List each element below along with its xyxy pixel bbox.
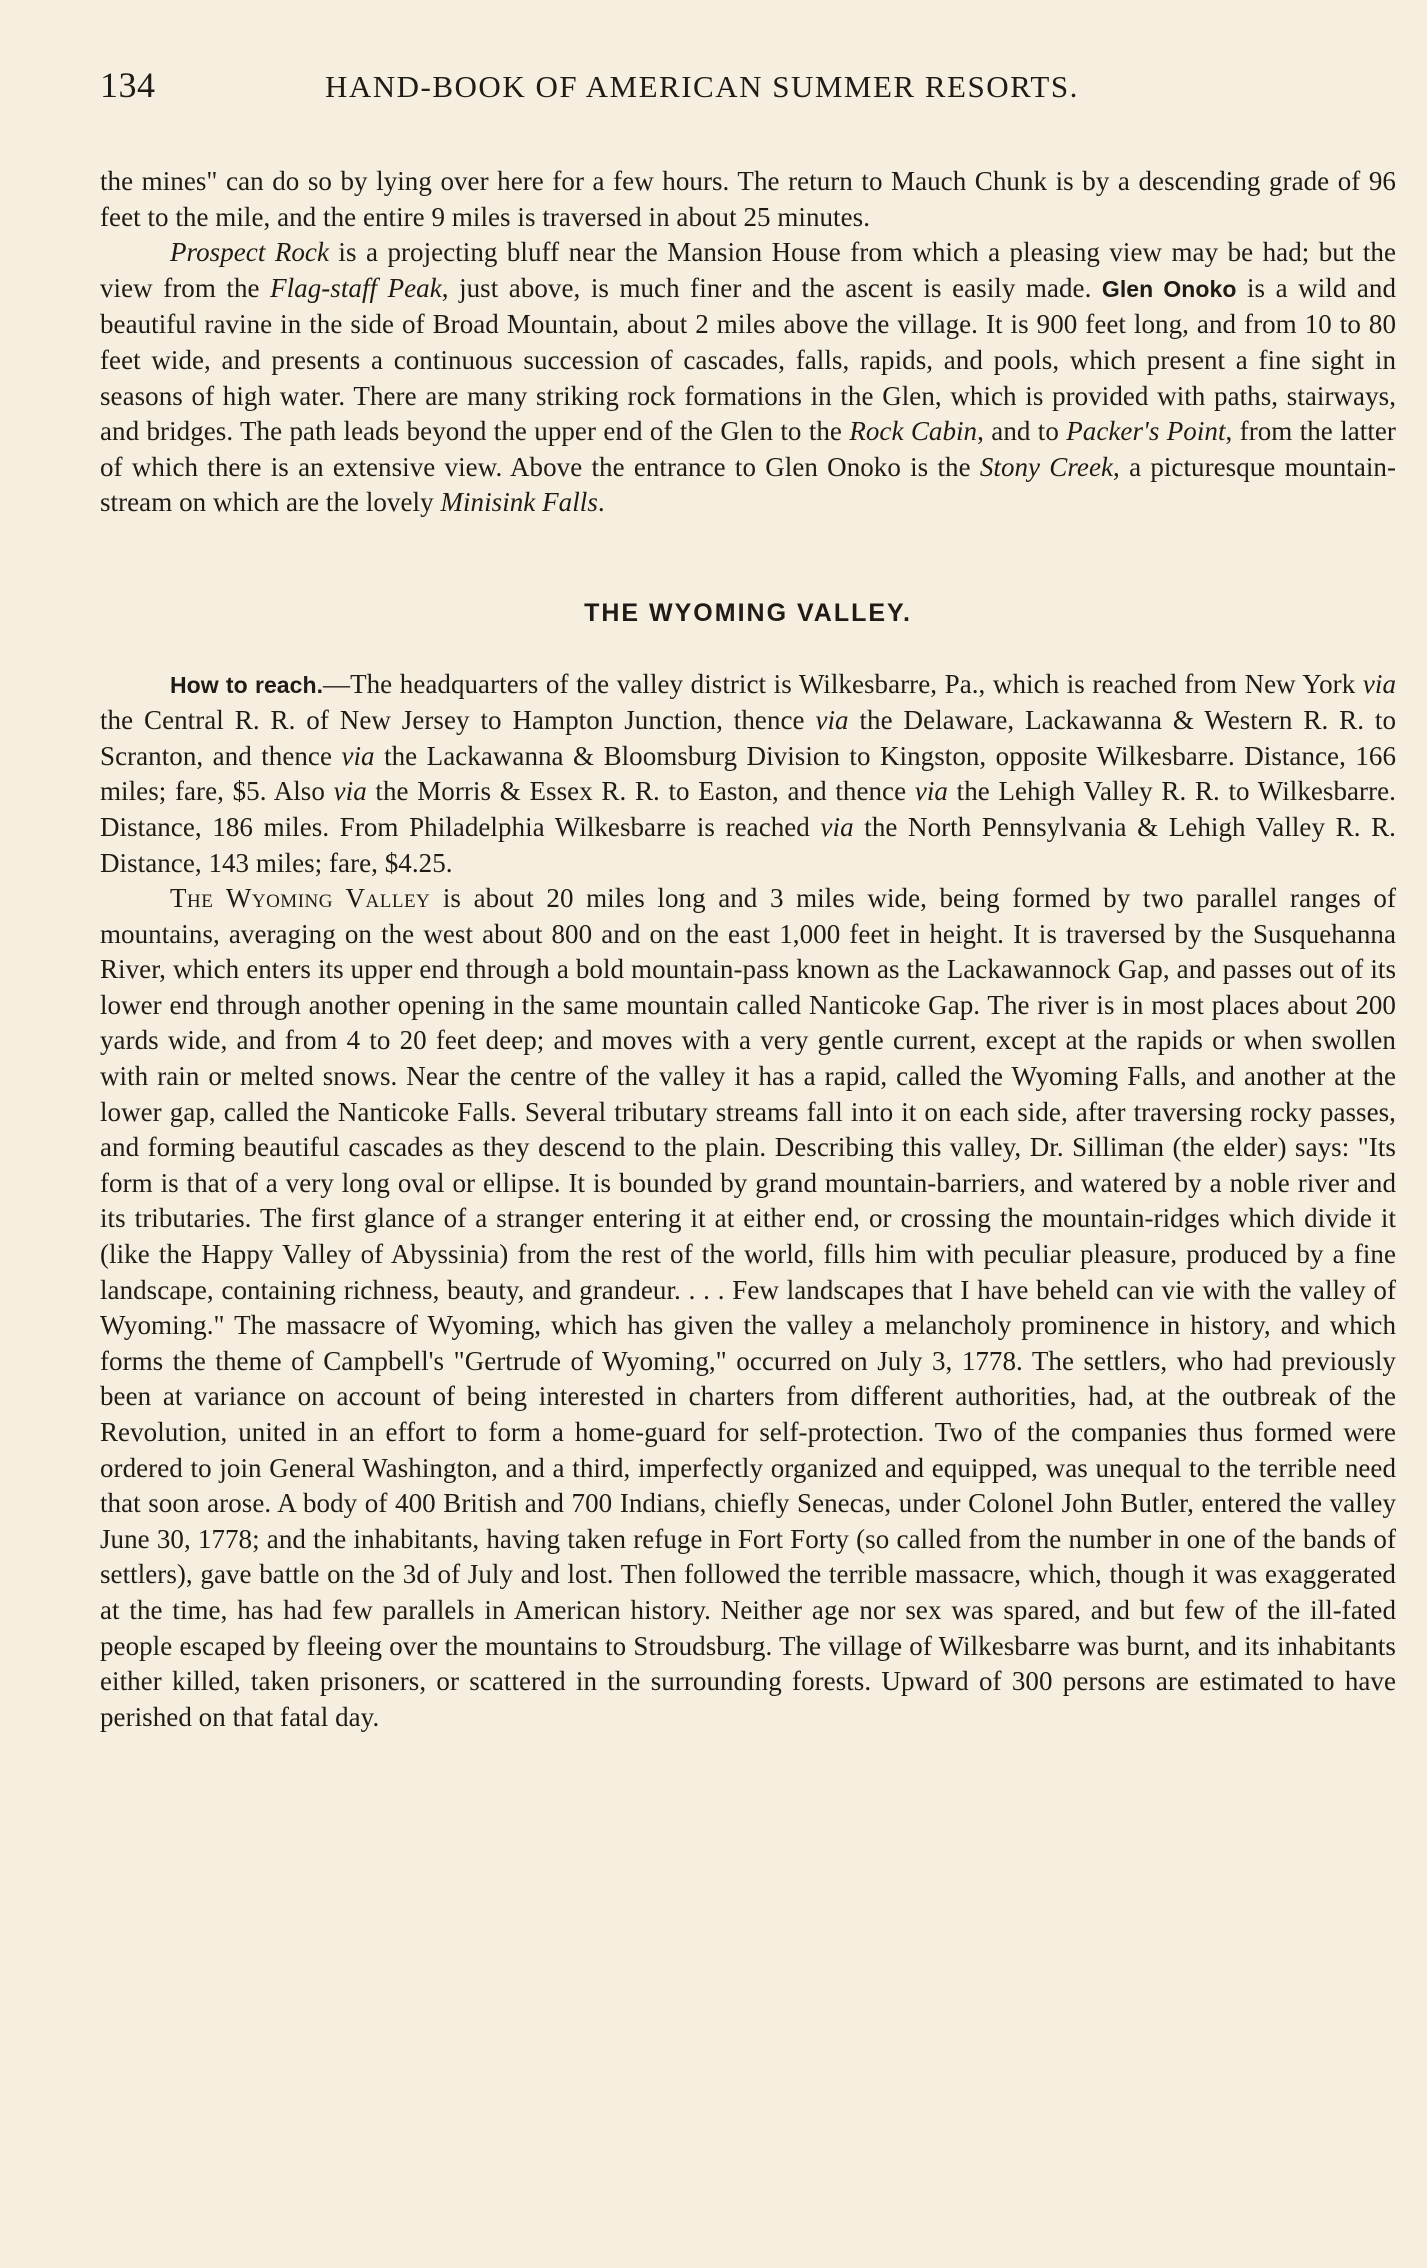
text-run: , just above, is much finer and the ascent is easily made.	[441, 272, 1102, 303]
text-run: the Lehigh Valley R. R. to Wilkesbarre. Distance, 186 miles. From Philadelphia Wilkesbarre is reached	[100, 776, 1396, 842]
text-run: , and to	[977, 416, 1067, 447]
page-number: 134	[100, 65, 156, 105]
body-text	[100, 164, 1396, 1735]
running-title: HAND-BOOK OF AMERICAN SUMMER RESORTS.	[325, 69, 1079, 104]
text-run: is a wild and beautiful ravine in the side of Broad Mountain, about 2 miles above the village. It is 900 feet long, and from 10 to 80 feet wide, and presents a continuous succession of cascades, falls, rapids, and pools, which present a fine sight in seasons of high water. There are many striking rock formations in the Glen, which is provided with paths, stairways, and bridges. The path leads beyond the upper end of the Glen to the	[100, 272, 1397, 447]
how-to-reach-label: How to reach.	[170, 671, 324, 698]
text-run: the North Pennsylvania & Lehigh Valley R. R. Distance, 143 miles; fare, $4.25.	[100, 811, 1396, 878]
text-run: , from the latter of which there is an extensive view. Above the entrance to Glen Onoko is the	[100, 416, 1396, 482]
text-run: .	[597, 487, 605, 518]
paragraph-mines-return: the mines" can do so by lying over here for a few hours. The return to Mauch Chunk is by a descending grade of 96 feet to the mile, and the entire 9 miles is traversed in about 25 minutes.	[100, 166, 1396, 232]
text-run: —The headquarters of the valley district is Wilkesbarre, Pa., which is reached from New York	[323, 668, 1363, 699]
place-glen-onoko: Glen Onoko	[1101, 275, 1237, 302]
via-word: via	[341, 740, 375, 771]
paragraph-wyoming-valley	[100, 881, 1396, 1735]
text-run: , a picturesque mountain-stream on which are the lovely	[100, 451, 1396, 518]
place-minisink-falls: Minisink Falls	[440, 487, 598, 518]
via-word: via	[914, 776, 948, 807]
place-stony-creek: Stony Creek	[979, 451, 1114, 482]
paragraph-prospect-rock	[100, 235, 1396, 521]
text-run: the Delaware, Lackawanna & Western R. R. to Scranton, and thence	[100, 705, 1397, 771]
text-run: the Morris & Essex R. R. to Easton, and thence	[366, 776, 915, 807]
via-word: via	[815, 705, 849, 736]
via-word: via	[1362, 668, 1396, 699]
running-head	[100, 64, 1397, 112]
via-word: via	[333, 776, 367, 807]
via-word: via	[820, 811, 854, 842]
text-run: is about 20 miles long and 3 miles wide, being formed by two parallel ranges of mountains, averaging on the west about 800 and on the east 1,000 feet in height. It is traversed by the Susquehanna River, which enters its upper end through a bold mountain-pass known as the Lackawannock Gap, and passes out of its lower end through another opening in the same mountain called Nanticoke Gap. The river is in most places about 200 yards wide, and from 4 to 20 feet deep; and moves with a very gentle current, except at the rapids or when swollen with rain or melted snows. Near the centre of the valley it has a rapid, called the Wyoming Falls, and another at the lower gap, called the Nanticoke Falls. Several tributary streams fall into it on each side, after traversing rocky passes, and forming beautiful cascades as they descend to the plain. Describing this valley, Dr. Silliman (the elder) says: "Its form is that of a very long oval or ellipse. It is bounded by grand mountain-barriers, and watered by a noble river and its tributaries. The first glance of a stranger entering it at either end, or crossing the mountain-ridges which divide it (like the Happy Valley of Abyssinia) from the rest of the world, fills him with peculiar pleasure, produced by a fine landscape, containing richness, beauty, and grandeur. . . . Few landscapes that I have beheld can vie with the valley of Wyoming." The massacre of Wyoming, which has given the valley a melancholy prominence in history, and which forms the theme of Campbell's "Gertrude of Wyoming," occurred on July 3, 1778. The settlers, who had previously been at variance on account of being interested in charters from different authorities, had, at the outbreak of the Revolution, united in an effort to form a home-guard for self-protection. Two of the companies thus formed were ordered to join General Washington, and a third, imperfectly organized and equipped, was unequal to the terrible need that soon arose. A body of 400 British and 700 Indians, chiefly Senecas, under Colonel John Butler, entered the valley June 30, 1778; and the inhabitants, having taken refuge in Fort Forty (so called from the number in one of the bands of settlers), gave battle on the 3d of July and lost. Then followed the terrible massacre, which, though it was exaggerated at the time, has had few parallels in American history. Neither age nor sex was spared, and but few of the ill-fated people escaped by fleeing over the mountains to Stroudsburg. The village of Wilkesbarre was burnt, and its inhabitants either killed, taken prisoners, or scattered in the surrounding forests. Upward of 300 persons are estimated to have perished on that fatal day.	[100, 883, 1396, 1732]
lead-wyoming-valley: The Wyoming Valley	[170, 883, 431, 914]
text-run: the Lackawanna & Bloomsburg Division to Kingston, opposite Wilkesbarre. Distance, 166 miles; fare, $5. Also	[100, 740, 1396, 807]
place-flagstaff-peak: Flag-staff Peak	[270, 272, 442, 303]
place-prospect-rock: Prospect Rock	[170, 237, 329, 268]
text-run: is a projecting bluff near the Mansion House from which a pleasing view may be had; but the view from the	[100, 237, 1396, 303]
place-rock-cabin: Rock Cabin	[849, 416, 978, 447]
paragraph-how-to-reach	[100, 667, 1396, 882]
place-packers-point: Packer's Point	[1066, 416, 1226, 447]
section-heading: THE WYOMING VALLEY.	[584, 598, 912, 627]
text-run: the Central R. R. of New Jersey to Hampton Junction, thence	[100, 705, 816, 736]
